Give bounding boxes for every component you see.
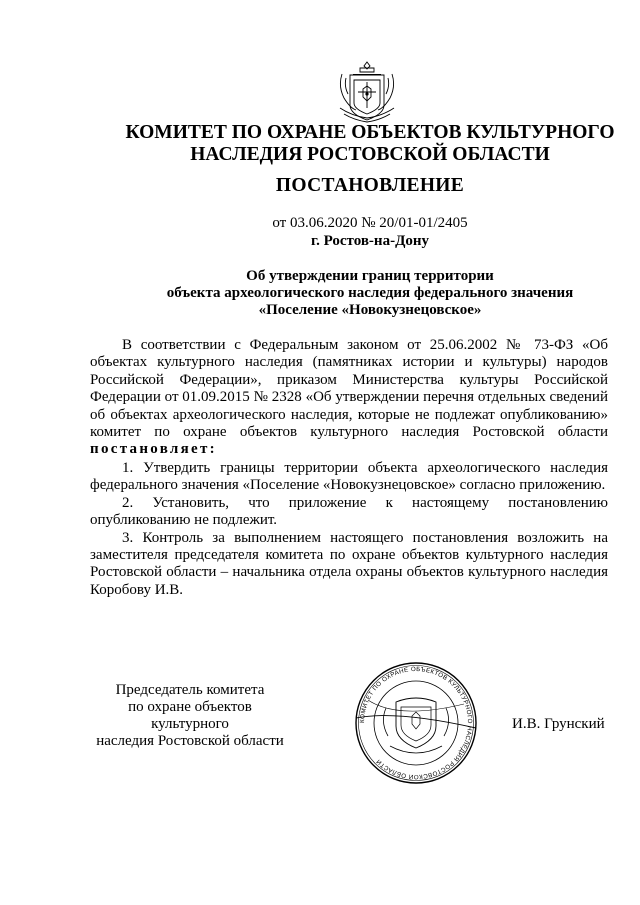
subject-line3: «Поселение «Новокузнецовское»: [258, 302, 482, 318]
subject-line1: Об утверждении границ территории: [246, 268, 494, 284]
preamble-text: В соответствии с Федеральным законом от 25.06.2002 № 73-ФЗ «Об объектах культурного наследия (памятниках истории и культуры) народов Российской Федерации», приказом Министерства культуры Российской Федерации от 01.09.2015 № 2328 «Об утверждении перечня отдельных сведений об объектах археологического наследия, которые не подлежат опубликованию» комитет по охране объектов культурного наследия Ростовской области: [90, 337, 608, 441]
signatory-title: [90, 682, 290, 750]
document-city: г. Ростов-на-Дону: [310, 233, 430, 249]
signatory-title-line2: по охране объектов культурного: [128, 699, 252, 732]
preamble-paragraph: [90, 337, 608, 459]
signatory-title-line3: наследия Ростовской области: [96, 733, 284, 749]
decree-item-2: 2. Установить, что приложение к настоящему постановлению опубликованию не подлежит.: [90, 494, 608, 529]
decree-items: [90, 460, 608, 599]
document-subject: [90, 268, 640, 319]
decree-word: постановляет:: [90, 441, 217, 458]
signatory-name: И.В. Грунский: [512, 716, 605, 732]
document-date-number: от 03.06.2020 № 20/01-01/2405: [272, 215, 468, 231]
organization-title-line2: НАСЛЕДИЯ РОСТОВСКОЙ ОБЛАСТИ: [190, 144, 550, 165]
seal-ring-text: КОМИТЕТ ПО ОХРАНЕ ОБЪЕКТОВ КУЛЬТУРНОГО НАСЛЕДИЯ РОСТОВСКОЙ ОБЛАСТИ: [358, 665, 474, 781]
decree-item-3: 3. Контроль за выполнением настоящего постановления возложить на заместителя председателя комитета по охране объектов культурного наследия Ростовской области – начальника отдела охраны объектов культурного наследия Коробову И.В.: [90, 529, 608, 598]
decree-item-1: 1. Утвердить границы территории объекта археологического наследия федерального значения «Поселение «Новокузнецовское» согласно приложению.: [90, 460, 608, 494]
document-type-heading: ПОСТАНОВЛЕНИЕ: [275, 175, 465, 196]
organization-title-line1: КОМИТЕТ ПО ОХРАНЕ ОБЪЕКТОВ КУЛЬТУРНОГО: [125, 122, 615, 143]
coat-of-arms-emblem: [336, 60, 398, 126]
organization-title: [90, 122, 640, 166]
subject-line2: объекта археологического наследия федерального значения: [166, 285, 574, 301]
signatory-title-line1: Председатель комитета: [115, 682, 265, 698]
official-seal-stamp: [338, 660, 494, 786]
